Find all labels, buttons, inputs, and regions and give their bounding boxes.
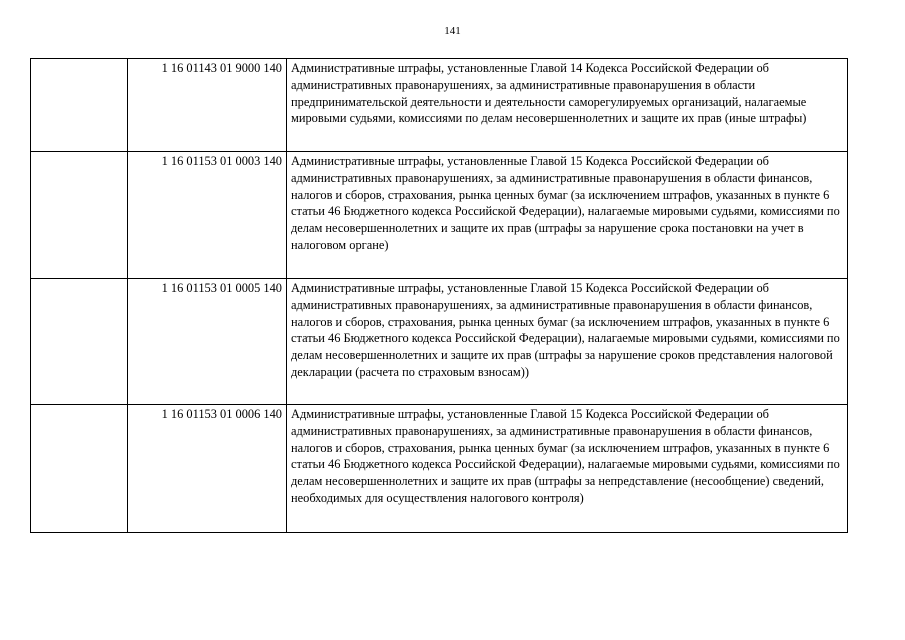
- table-row: [31, 59, 848, 152]
- empty-cell: [31, 152, 128, 279]
- code-cell: 1 16 01153 01 0006 140: [128, 405, 287, 533]
- page-number: 141: [444, 25, 461, 37]
- description-cell: Административные штрафы, установленные Главой 15 Кодекса Российской Федерации об административных правонарушениях, за административные правонарушения в области финансов, налогов и сборов, страхования, рынка ценных бумаг (за исключением штрафов, указанных в пункте 6 статьи 46 Бюджетного кодекса Российской Федерации), налагаемые мировыми судьями, комиссиями по делам несовершеннолетних и защите их прав (штрафы за нарушение срока постановки на учет в налоговом органе): [287, 152, 848, 279]
- empty-cell: [31, 405, 128, 533]
- code-cell: 1 16 01153 01 0005 140: [128, 279, 287, 405]
- code-cell: 1 16 01143 01 9000 140: [128, 59, 287, 152]
- empty-cell: [31, 279, 128, 405]
- table-row: [31, 152, 848, 279]
- code-cell: 1 16 01153 01 0003 140: [128, 152, 287, 279]
- table-row: [31, 405, 848, 533]
- description-cell: Административные штрафы, установленные Главой 15 Кодекса Российской Федерации об административных правонарушениях, за административные правонарушения в области финансов, налогов и сборов, страхования, рынка ценных бумаг (за исключением штрафов, указанных в пункте 6 статьи 46 Бюджетного кодекса Российской Федерации), налагаемые мировыми судьями, комиссиями по делам несовершеннолетних и защите их прав (штрафы за нарушение сроков представления налоговой декларации (расчета по страховым взносам)): [287, 279, 848, 405]
- empty-cell: [31, 59, 128, 152]
- description-cell: Административные штрафы, установленные Главой 15 Кодекса Российской Федерации об административных правонарушениях, за административные правонарушения в области финансов, налогов и сборов, страхования, рынка ценных бумаг (за исключением штрафов, указанных в пункте 6 статьи 46 Бюджетного кодекса Российской Федерации), налагаемые мировыми судьями, комиссиями по делам несовершеннолетних и защите их прав (штрафы за непредставление (несообщение) сведений, необходимых для осуществления налогового контроля): [287, 405, 848, 533]
- description-cell: Административные штрафы, установленные Главой 14 Кодекса Российской Федерации об административных правонарушениях, за административные правонарушения в области предпринимательской деятельности и деятельности саморегулируемых организаций, налагаемые мировыми судьями, комиссиями по делам несовершеннолетних и защите их прав (иные штрафы): [287, 59, 848, 152]
- budget-codes-table: [30, 58, 848, 533]
- table-row: [31, 279, 848, 405]
